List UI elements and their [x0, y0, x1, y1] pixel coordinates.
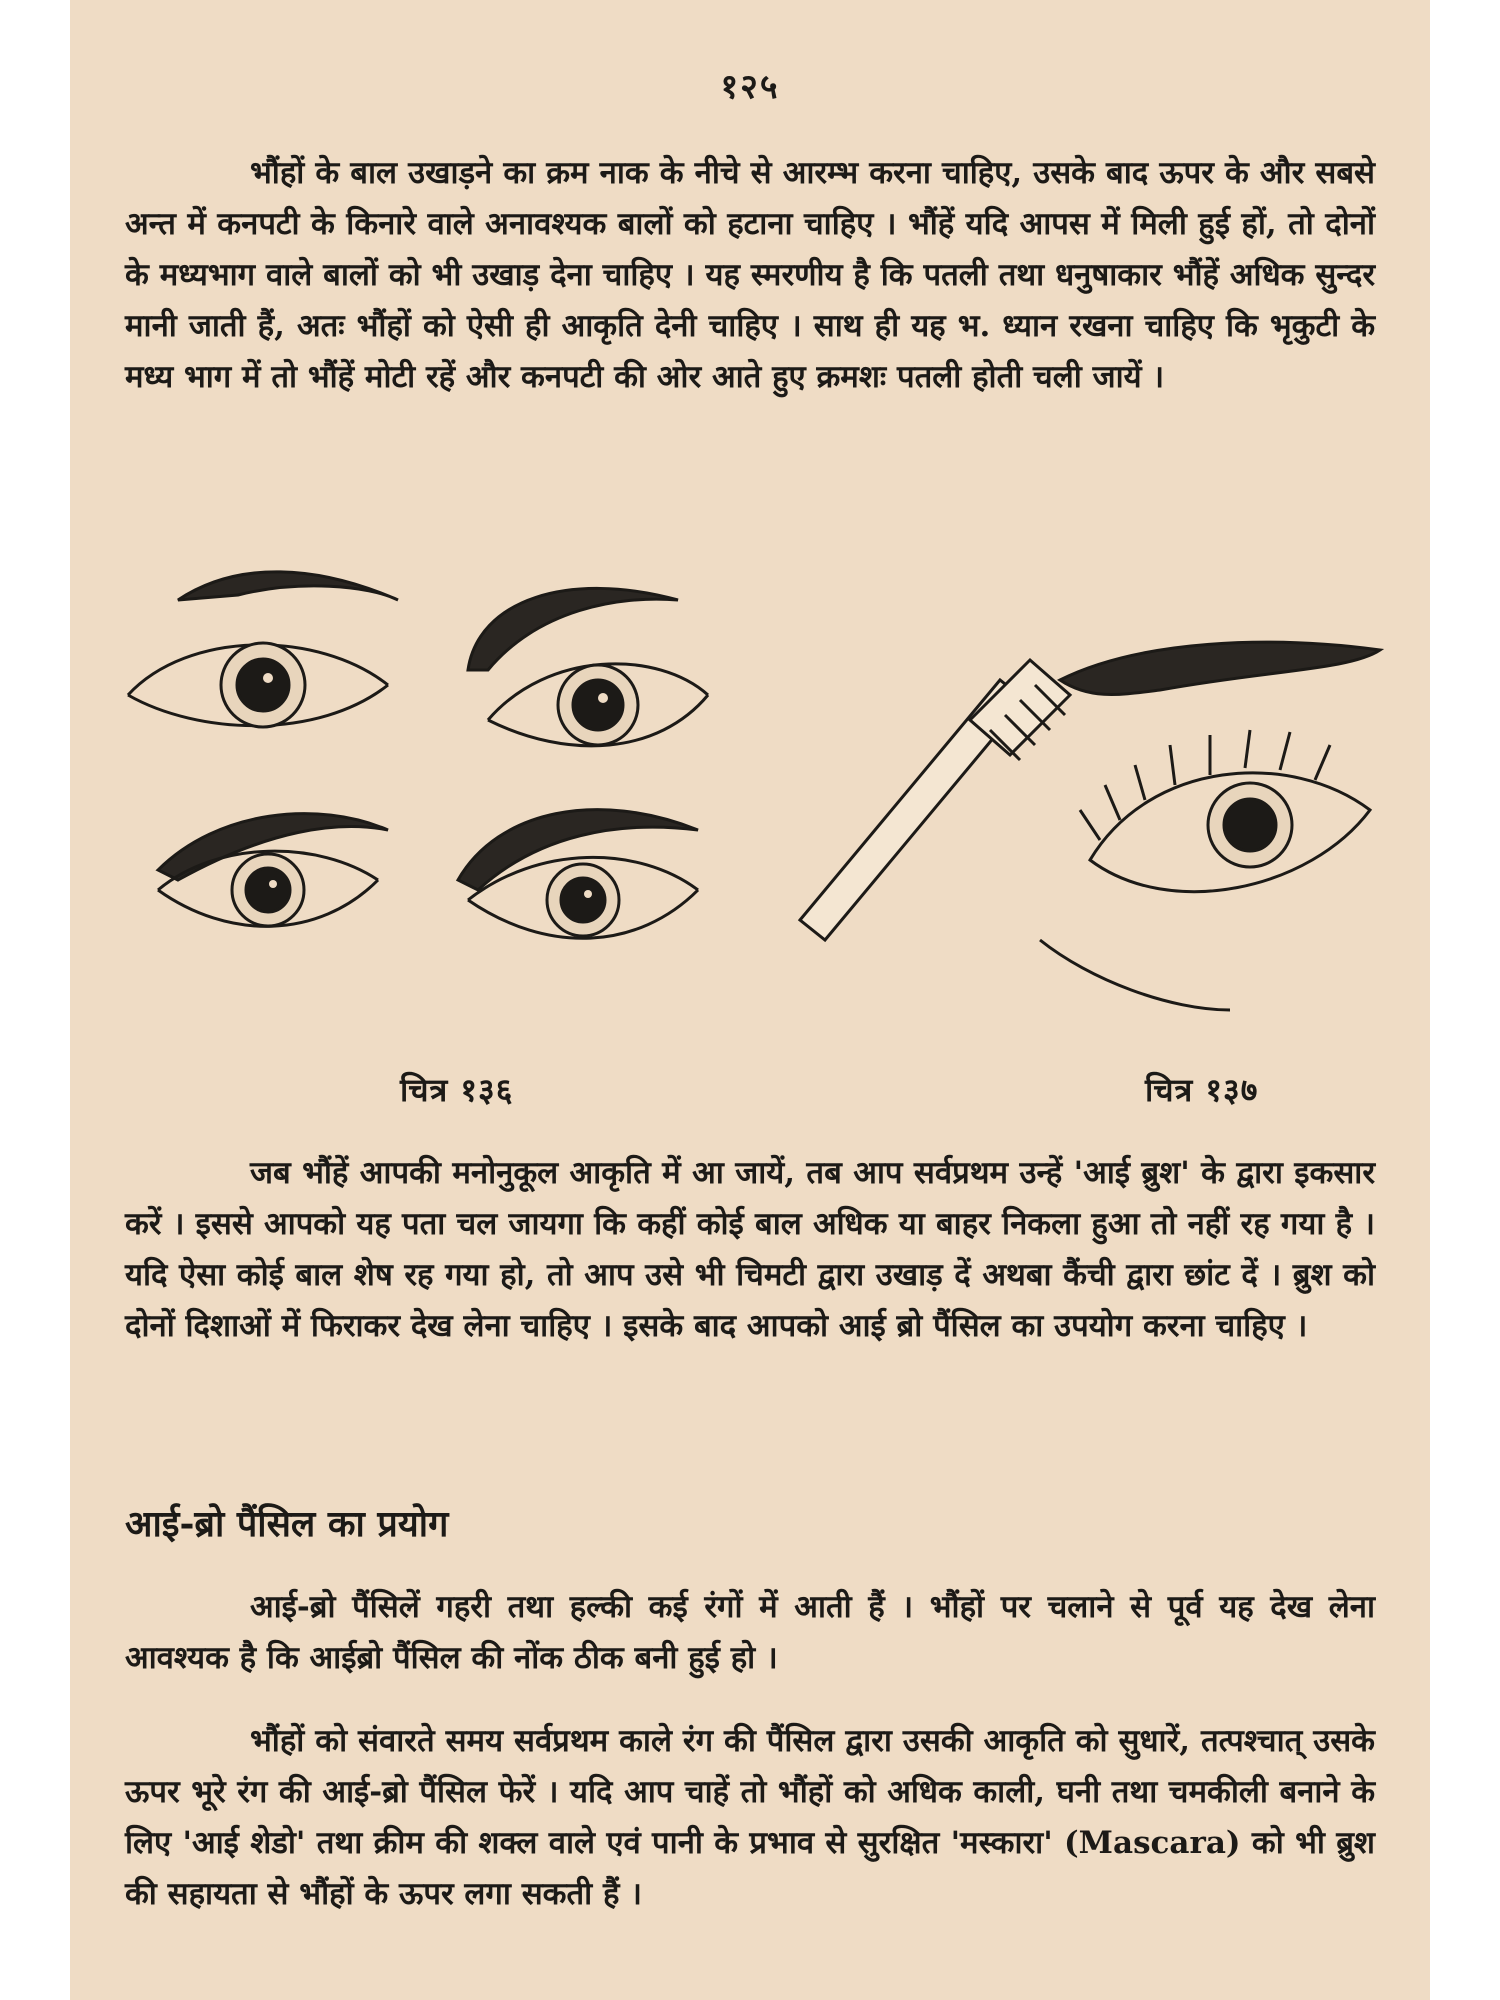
paragraph-eyebrow-pencil-shades: आई-ब्रो पैंसिलें गहरी तथा हल्की कई रंगों में आती हैं । भौंहों पर चलाने से पूर्व यह देख लेना आवश्यक है कि आईब्रो पैंसिल की नोंक ठीक बनी हुई हो । [125, 1589, 1375, 1676]
figure-136-caption: चित्र १३६ [400, 1071, 514, 1109]
figure-137-caption: चित्र १३७ [1145, 1071, 1259, 1109]
paragraph-eye-brush: जब भौंहें आपकी मनोनुकूल आकृति में आ जायें, तब आप सर्वप्रथम उन्हें 'आई ब्रुश' के द्वारा इकसार करें । इससे आपको यह पता चल जायगा कि कहीं कोई बाल अधिक या बाहर निकला हुआ तो नहीं रह गया है । यदि ऐसा कोई बाल शेष रह गया हो, तो आप उसे भी चिमटी द्वारा उखाड़ दें अथबा कैंची द्वारा छांट दें । ब्रुश को दोनों दिशाओं में फिराकर देख लेना चाहिए । इसके बाद आपको आई ब्रो पैंसिल का उपयोग करना चाहिए । [125, 1155, 1375, 1344]
eye-top-right [468, 588, 708, 745]
paragraph-eyebrow-grooming-mascara: भौंहों को संवारते समय सर्वप्रथम काले रंग की पैंसिल द्वारा उसकी आकृति को सुधारें, तत्पश्चात् उसके ऊपर भूरे रंग की आई-ब्रो पैंसिल फेरें । यदि आप चाहें तो भौंहों को अधिक काली, घनी तथा चमकीली बनाने के लिए 'आई शेडो' तथा क्रीम की शक्ल वाले एवं पानी के प्रभाव से सुरक्षित 'मस्कारा' (Mascara) को भी ब्रुश की सहायता से भौंहों के ऊपर लगा सकती हैं । [125, 1723, 1375, 1912]
section-heading: आई-ब्रो पैंसिल का प्रयोग [125, 1503, 449, 1545]
paragraph-eyebrow-plucking-order: भौंहों के बाल उखाड़ने का क्रम नाक के नीचे से आरम्भ करना चाहिए, उसके बाद ऊपर के और सबसे अन्त में कनपटी के किनारे वाले अनावश्यक बालों को हटाना चाहिए । भौंहें यदि आपस में मिली हुई हों, तो दोनों के मध्यभाग वाले बालों को भी उखाड़ देना चाहिए । यह स्मरणीय है कि पतली तथा धनुषाकार भौंहें अधिक सुन्दर मानी जाती हैं, अतः भौंहों को ऐसी ही आकृति देनी चाहिए । साथ ही यह भ. ध्यान रखना चाहिए कि भृकुटी के मध्य भाग में तो भौंहें मोटी रहें और कनपटी की ओर आते हुए क्रमशः पतली होती चली जायें । [125, 155, 1375, 395]
eye-top-left [128, 572, 398, 727]
eyebrow-brush-illustration [790, 640, 1390, 1020]
page-number: १२५ [720, 67, 780, 107]
eyebrow-shape [1060, 642, 1380, 694]
eye-bottom-right [458, 810, 698, 939]
eye-bottom-left [158, 814, 388, 927]
book-page [70, 0, 1430, 2000]
eyebrow-shapes-illustration [118, 560, 768, 1005]
